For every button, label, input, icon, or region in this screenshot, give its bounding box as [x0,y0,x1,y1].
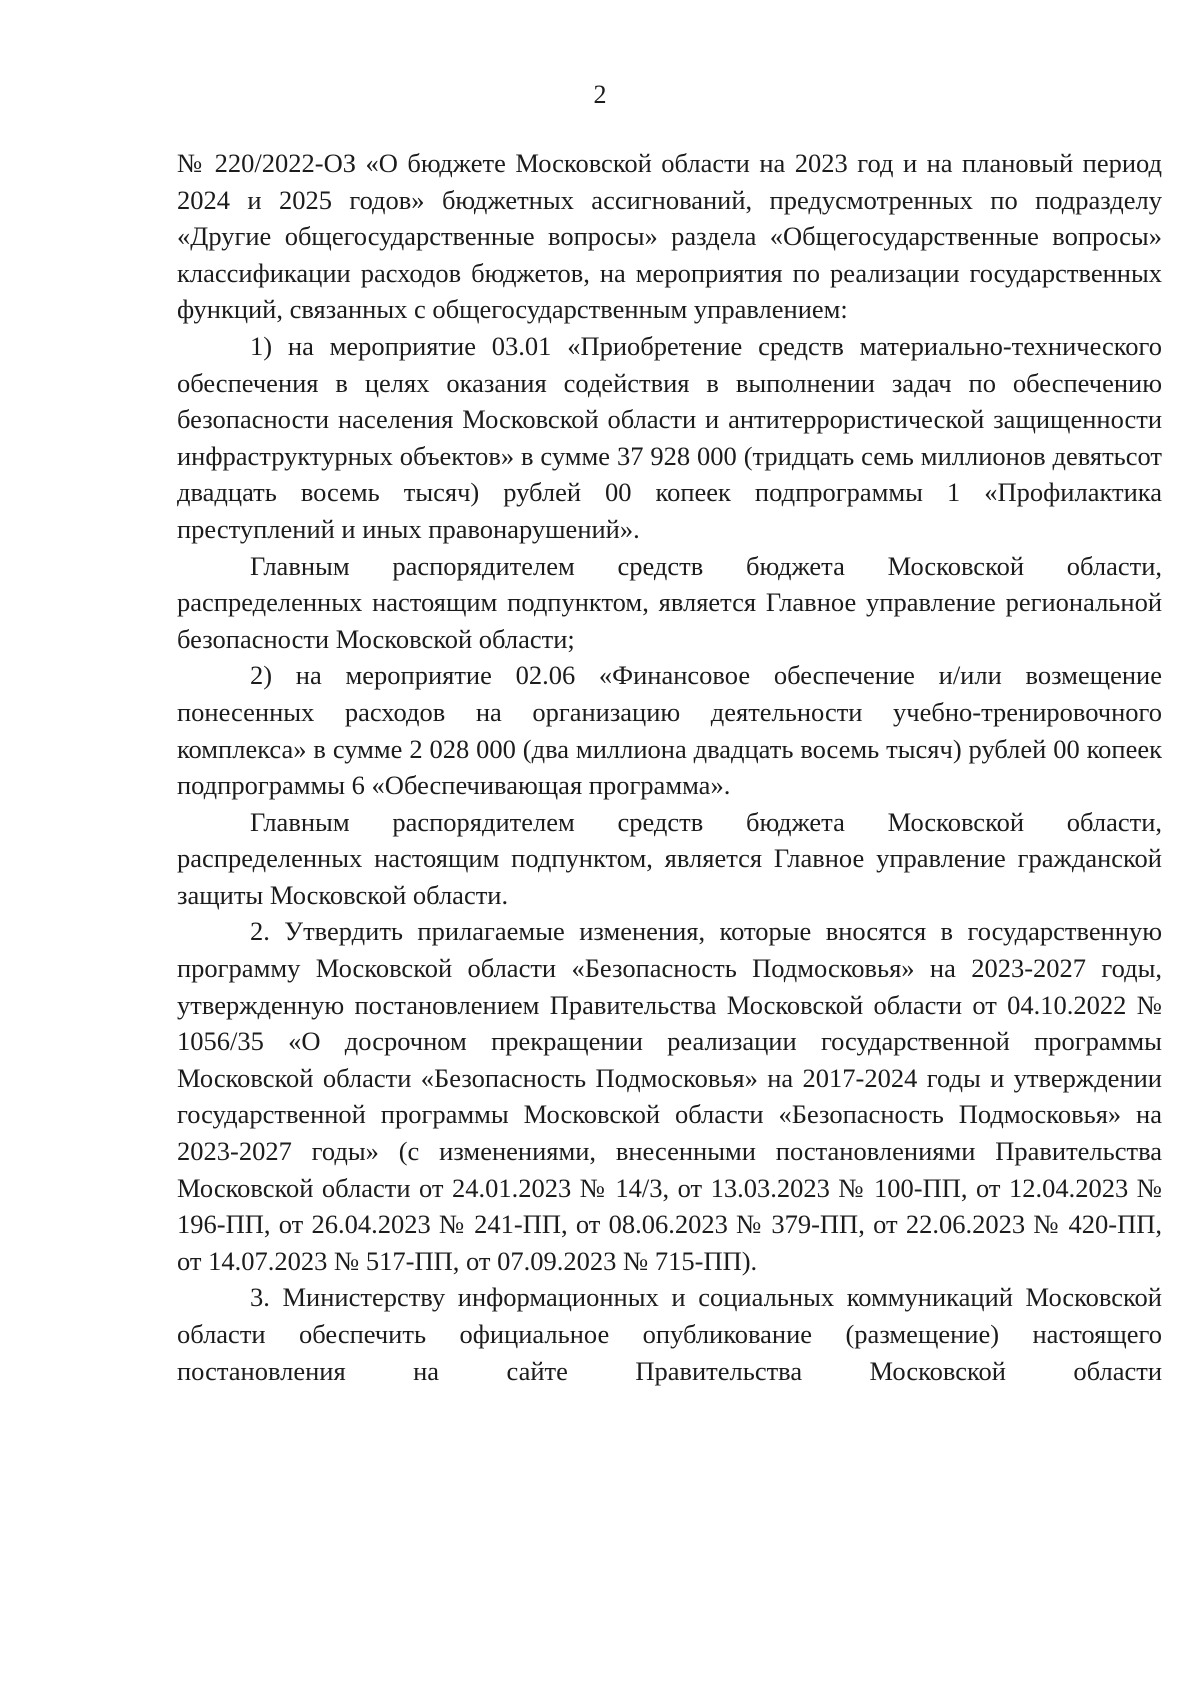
paragraph-item-2-measure-02-06: 2) на мероприятие 02.06 «Финансовое обеспечение и/или возмещение понесенных расходов на организацию деятельности учебно-тренировочного комплекса» в сумме 2 028 000 (два миллиона двадцать восемь тысяч) рублей 00 копеек подпрограммы 6 «Обеспечивающая программа». [177,660,1162,801]
paragraph-clause-2-approve-changes: 2. Утвердить прилагаемые изменения, которые вносятся в государственную программу Московской области «Безопасность Подмосковья» на 2023-2027 годы, утвержденную постановлением Правительства Московской области от 04.10.2022 № 1056/35 «О досрочном прекращении реализации государственной программы Московской области «Безопасность Подмосковья» на 2017-2024 годы и утверждении государственной программы Московской области «Безопасность Подмосковья» на 2023-2027 годы» (с изменениями, внесенными постановлениями Правительства Московской области от 24.01.2023 № 14/3, от 13.03.2023 № 100-ПП, от 12.04.2023 № 196-ПП, от 26.04.2023 № 241-ПП, от 08.06.2023 № 379-ПП, от 22.06.2023 № 420-ПП, от 14.07.2023 № 517-ПП, от 07.09.2023 № 715-ПП). [177,916,1162,1276]
paragraph-main-administrator-civil-protection: Главным распорядителем средств бюджета Московской области, распределенных настоящим подпунктом, является Главное управление гражданской защиты Московской области. [177,806,1162,910]
document-body [177,145,1162,1389]
paragraph-main-administrator-regional-security: Главным распорядителем средств бюджета Московской области, распределенных настоящим подпунктом, является Главное управление региональной безопасности Московской области; [177,550,1162,654]
paragraph-item-1-measure-03-01: 1) на мероприятие 03.01 «Приобретение средств материально-технического обеспечения в целях оказания содействия в выполнении задач по обеспечению безопасности населения Московской области и антитеррористической защищенности инфраструктурных объектов» в сумме 37 928 000 (тридцать семь миллионов девятьсот двадцать восемь тысяч) рублей 00 копеек подпрограммы 1 «Профилактика преступлений и иных правонарушений». [177,330,1162,544]
paragraph-clause-3-publication: 3. Министерству информационных и социальных коммуникаций Московской области обеспечить официальное опубликование (размещение) настоящего постановления на сайте Правительства Московской области [177,1282,1162,1386]
page-number: 2 [593,80,607,109]
paragraph-budget-allocations: № 220/2022-ОЗ «О бюджете Московской области на 2023 год и на плановый период 2024 и 2025 годов» бюджетных ассигнований, предусмотренных по подразделу «Другие общегосударственные вопросы» раздела «Общегосударственные вопросы» классификации расходов бюджетов, на мероприятия по реализации государственных функций, связанных с общегосударственным управлением: [177,148,1162,325]
